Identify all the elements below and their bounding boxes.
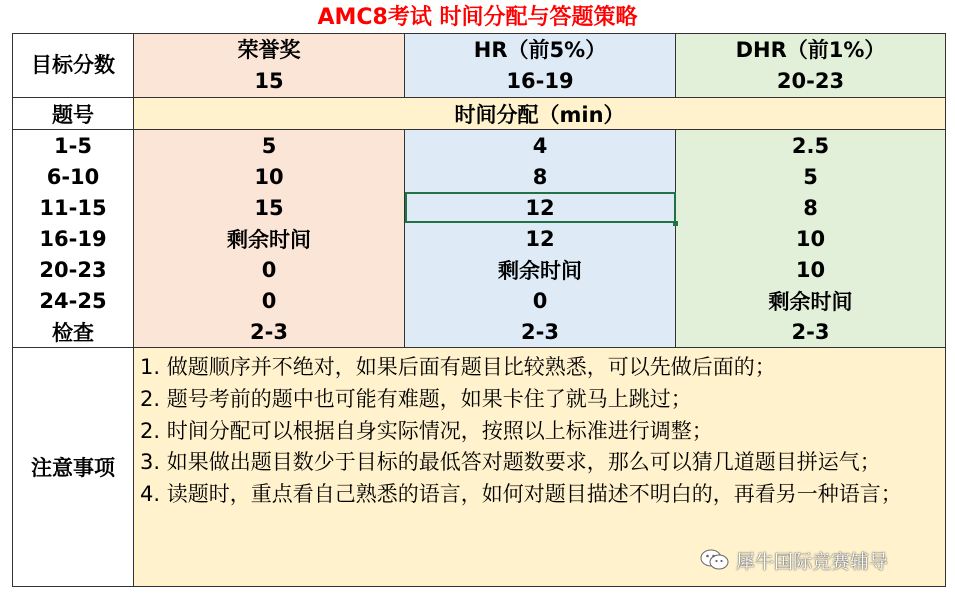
table-row: [13, 285, 946, 316]
dhr-time-cell[interactable]: 2.5: [676, 130, 946, 162]
honor-time-cell[interactable]: 5: [134, 130, 405, 162]
honor-time-cell[interactable]: 15: [134, 192, 405, 223]
tier-dhr-header[interactable]: [676, 34, 946, 98]
question-range-cell[interactable]: 20-23: [13, 254, 134, 285]
header-row: [13, 34, 946, 98]
note-line: 4. 读题时，重点看自己熟悉的语言，如何对题目描述不明白的，再看另一种语言；: [140, 482, 902, 507]
watermark: [700, 546, 888, 574]
question-range-cell[interactable]: 检查: [13, 316, 134, 348]
question-range-cell[interactable]: 6-10: [13, 161, 134, 192]
dhr-time-cell[interactable]: 5: [676, 161, 946, 192]
tier-honor-name: 荣誉奖: [237, 37, 301, 62]
dhr-time-cell[interactable]: 10: [676, 254, 946, 285]
goal-score-label[interactable]: 目标分数: [13, 34, 134, 98]
hr-time-cell[interactable]: 8: [405, 161, 676, 192]
hr-time-value: 12: [525, 195, 555, 220]
tier-hr-header[interactable]: [405, 34, 676, 98]
selected-cell[interactable]: [405, 192, 676, 223]
sub-header-row: [13, 98, 946, 130]
table-row: [13, 192, 946, 223]
question-range-cell[interactable]: 11-15: [13, 192, 134, 223]
hr-time-cell[interactable]: 剩余时间: [405, 254, 676, 285]
table-row: [13, 161, 946, 192]
note-line: 2. 题号考前的题中也可能有难题，如果卡住了就马上跳过；: [140, 386, 692, 411]
dhr-time-cell[interactable]: 8: [676, 192, 946, 223]
hr-time-cell[interactable]: 12: [405, 223, 676, 254]
question-number-label[interactable]: 题号: [13, 98, 134, 130]
hr-time-cell[interactable]: 0: [405, 285, 676, 316]
dhr-time-cell[interactable]: 剩余时间: [676, 285, 946, 316]
note-line: 3. 如果做出题目数少于目标的最低答对题数要求，那么可以猜几道题目拼运气；: [140, 450, 881, 475]
tier-dhr-name: DHR（前1%）: [735, 37, 886, 62]
honor-time-cell[interactable]: 10: [134, 161, 405, 192]
hr-time-cell[interactable]: 2-3: [405, 316, 676, 348]
time-allocation-label[interactable]: 时间分配（min）: [134, 98, 946, 130]
honor-time-cell[interactable]: 0: [134, 285, 405, 316]
note-line: 2. 时间分配可以根据自身实际情况，按照以上标准进行调整；: [140, 418, 713, 443]
tier-dhr-score: 20-23: [776, 68, 845, 93]
page-title: AMC8考试 时间分配与答题策略: [317, 5, 638, 30]
wechat-icon: [700, 548, 730, 572]
honor-time-cell[interactable]: 2-3: [134, 316, 405, 348]
table-row: [13, 223, 946, 254]
question-range-cell[interactable]: 16-19: [13, 223, 134, 254]
honor-time-cell[interactable]: 剩余时间: [134, 223, 405, 254]
honor-time-cell[interactable]: 0: [134, 254, 405, 285]
tier-hr-name: HR（前5%）: [473, 37, 607, 62]
hr-time-cell[interactable]: 4: [405, 130, 676, 162]
dhr-time-cell[interactable]: 2-3: [676, 316, 946, 348]
note-line: 1. 做题顺序并不绝对，如果后面有题目比较熟悉，可以先做后面的；: [140, 355, 776, 379]
question-range-cell[interactable]: 1-5: [13, 130, 134, 162]
watermark-text: 犀牛国际竞赛辅导: [736, 550, 889, 573]
tier-honor-header[interactable]: [134, 34, 405, 98]
notes-label[interactable]: 注意事项: [13, 348, 134, 587]
fill-handle[interactable]: [673, 221, 678, 226]
table-row: [13, 130, 946, 162]
table-row: [13, 316, 946, 348]
tier-hr-score: 16-19: [506, 68, 574, 93]
question-range-cell[interactable]: 24-25: [13, 285, 134, 316]
tier-honor-score: 15: [254, 68, 284, 93]
dhr-time-cell[interactable]: 10: [676, 223, 946, 254]
table-row: [13, 254, 946, 285]
strategy-table: [12, 33, 946, 587]
